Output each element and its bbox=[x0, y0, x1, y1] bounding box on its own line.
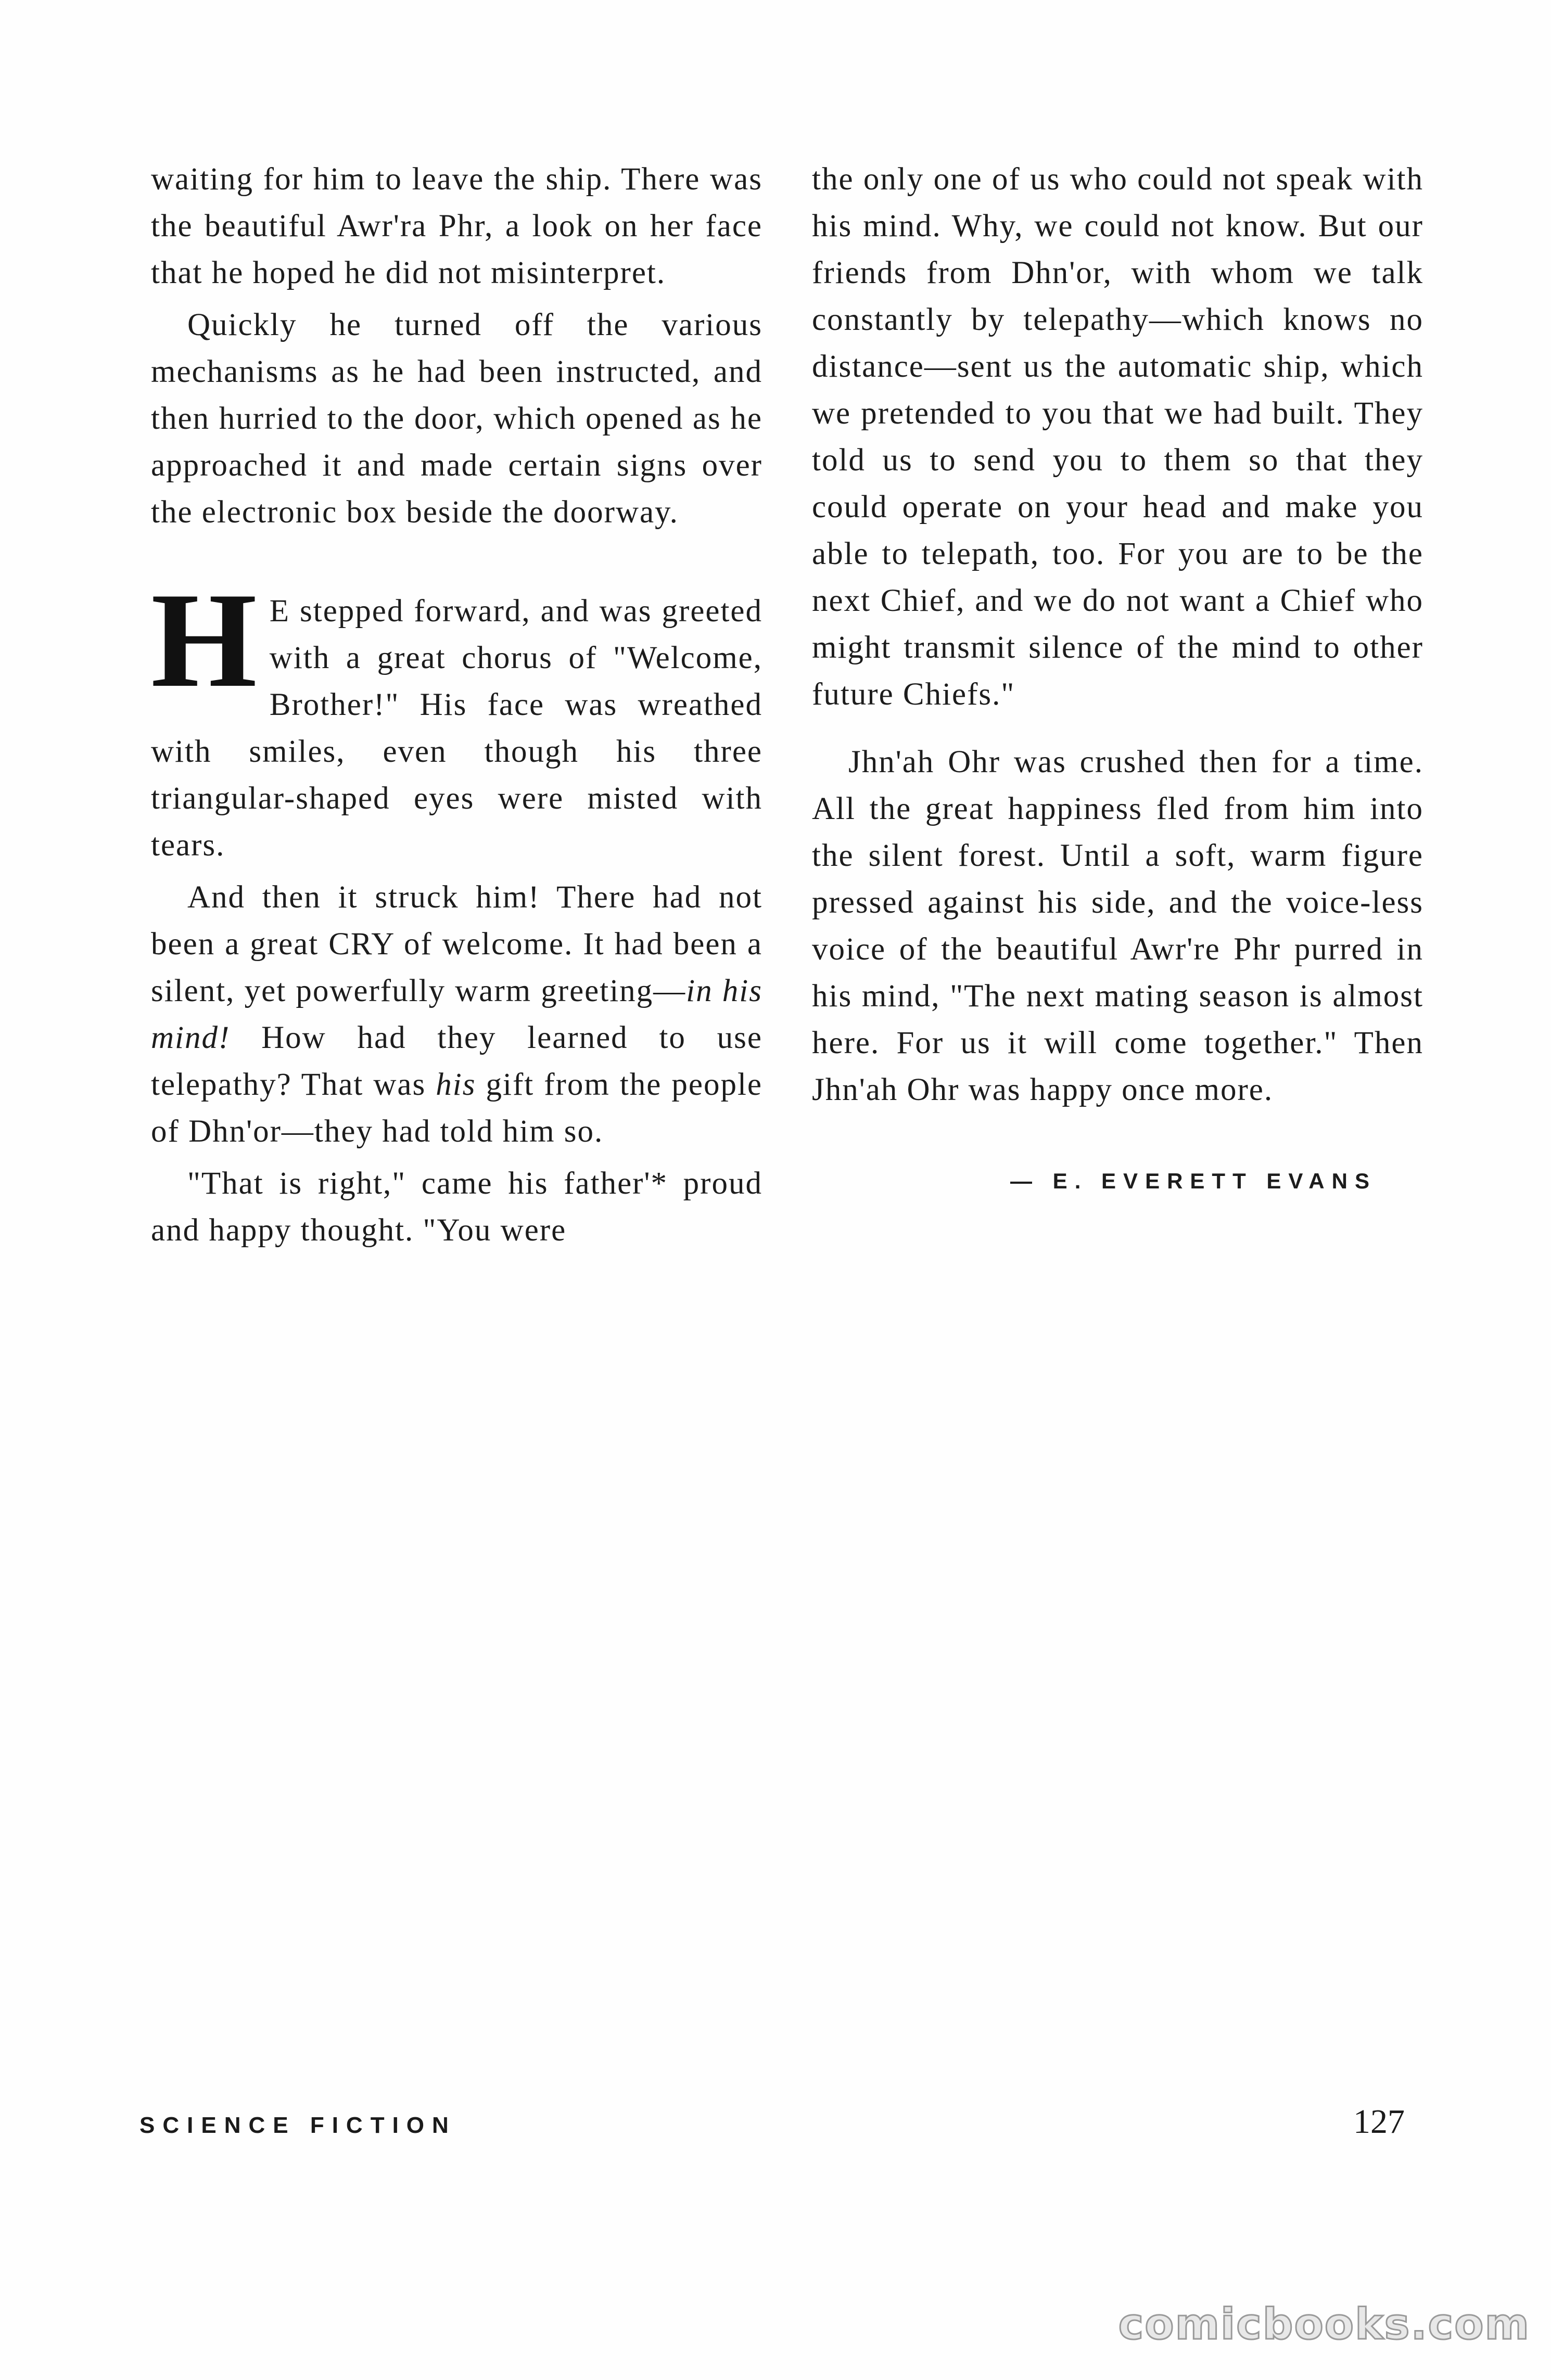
watermark-logo: comicbooks.com bbox=[1118, 2300, 1530, 2349]
page-number: 127 bbox=[1353, 2103, 1405, 2141]
drop-cap: H bbox=[151, 565, 258, 715]
paragraph-1: waiting for him to leave the ship. There was the beautiful Awr'ra Phr, a look on her face that he hoped he did not misinterpret. bbox=[151, 162, 762, 290]
paragraph-3-text: E stepped forward, and was greeted with a great chorus of "Welcome, Brother!" His face was wreathed with smiles, even though his three triangular-shaped eyes were misted with tears. bbox=[151, 594, 762, 863]
magazine-title-footer: SCIENCE FICTION bbox=[139, 2113, 456, 2138]
paragraph-2: Quickly he turned off the various mechanisms as he had been instructed, and then hurried to the door, which opened as he approached it and made certain signs over the electronic box beside the doorway. bbox=[151, 308, 762, 530]
paragraph-4-italic-2: his bbox=[436, 1067, 476, 1102]
left-column bbox=[151, 156, 762, 1254]
paragraph-5: "That is right," came his father'* proud and happy thought. "You were bbox=[151, 1166, 762, 1248]
right-column bbox=[812, 156, 1423, 1197]
author-byline: — E. EVERETT EVANS bbox=[1010, 1169, 1377, 1193]
paragraph-4-part-c: gift from the people of Dhn'or—they had told him so. bbox=[151, 1067, 762, 1149]
paragraph-6: the only one of us who could not speak with his mind. Why, we could not know. But our friends from Dhn'or, with whom we talk constantly by telepathy—which knows no distance—sent us the automatic ship, which we pretended to you that we had built. They told us to send you to them so that they could operate on your head and make you able to telepath, too. For you are to be the next Chief, and we do not want a Chief who might transmit silence of the mind to other future Chiefs." bbox=[812, 162, 1423, 712]
paragraph-4-part-b: How had they learned to use telepathy? That was bbox=[151, 1020, 762, 1102]
paragraph-4-part-a: And then it struck him! There had not been a great CRY of welcome. It had been a silent, yet powerfully warm greeting— bbox=[151, 880, 762, 1008]
paragraph-7: Jhn'ah Ohr was crushed then for a time. All the great happiness fled from him into the silent forest. Until a soft, warm figure pressed against his side, and the voice-less voice of the beautiful Awr're Phr purred in his mind, "The next mating season is almost here. For us it will come together." Then Jhn'ah Ohr was happy once more. bbox=[812, 745, 1423, 1107]
paragraph-4 bbox=[151, 874, 762, 1155]
paragraph-4-italic-1: in his mind! bbox=[151, 974, 762, 1055]
paragraph-3 bbox=[151, 565, 762, 869]
